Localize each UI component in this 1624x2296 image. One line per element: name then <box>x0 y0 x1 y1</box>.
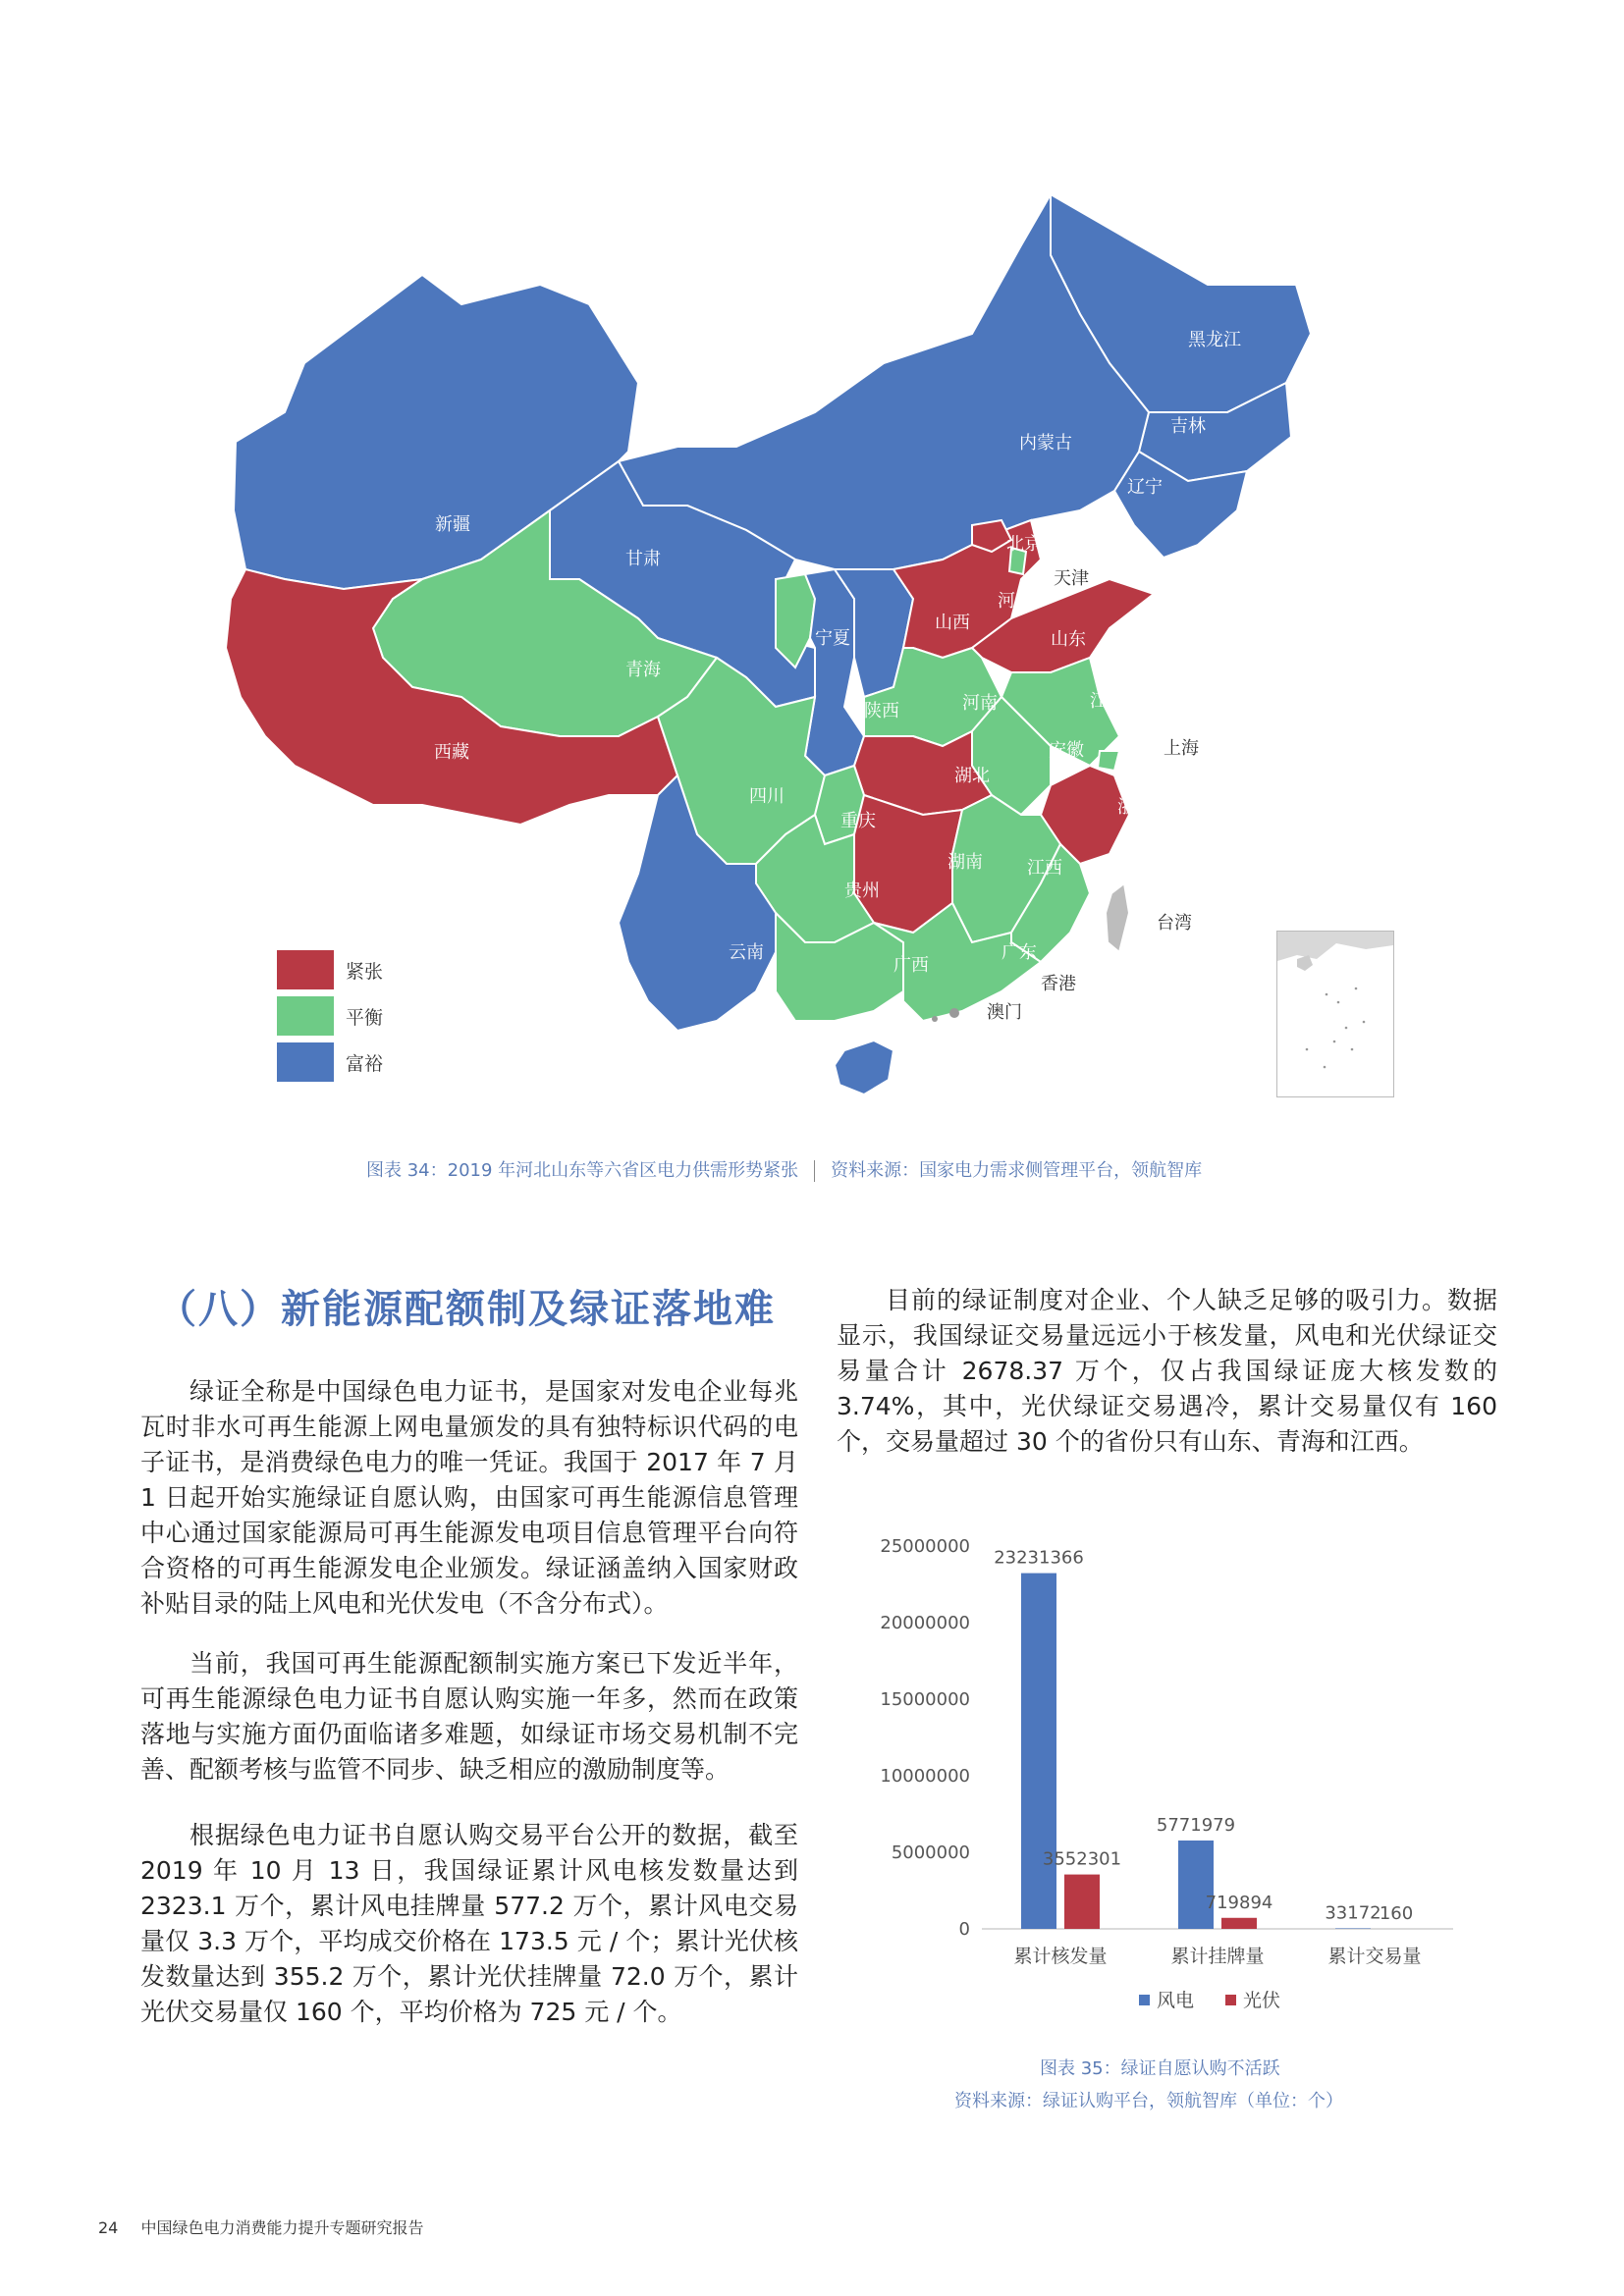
province-shanghai <box>1098 751 1119 771</box>
province-taiwan <box>1106 883 1129 952</box>
label-hunan: 湖南 <box>947 852 983 873</box>
label-xinjiang: 新疆 <box>435 514 470 535</box>
label-hubei: 湖北 <box>954 766 990 786</box>
label-liaoning: 辽宁 <box>1127 477 1163 498</box>
label-fujian: 福建 <box>1085 870 1120 890</box>
category-label: 累计核发量 <box>1013 1946 1108 1967</box>
label-sichuan: 四川 <box>749 786 785 807</box>
label-shandong: 山东 <box>1051 629 1086 650</box>
label-guangxi: 广西 <box>893 955 929 976</box>
y-tick-label: 5000000 <box>891 1842 970 1863</box>
label-gansu: 甘肃 <box>625 549 661 569</box>
label-guizhou: 贵州 <box>844 881 880 901</box>
page-footer <box>98 2216 423 2238</box>
paragraph-1: 绿证全称是中国绿色电力证书，是国家对发电企业每兆瓦时非水可再生能源上网电量颁发的具有独特标识代码的电子证书，是消费绿色电力的唯一凭证。我国于 2017 年 7 月 1 日起开始实施绿证自愿认购，由国家可再生能源信息管理中心通过国家能源局可再生能源发电项目信息管理平台向符合资格的可再生能源发电企业颁发。绿证涵盖纳入国家财政补贴目录的陆上风电和光伏发电（不含分布式）。 <box>140 1377 798 1618</box>
label-guangdong: 广东 <box>1001 942 1037 963</box>
bar-solar <box>1064 1875 1100 1929</box>
label-ningxia: 宁夏 <box>815 628 850 649</box>
label-shaanxi: 陕西 <box>864 701 899 721</box>
label-hongkong: 香港 <box>1041 974 1076 994</box>
data-label: 3552301 <box>1042 1848 1122 1870</box>
legend-item-surplus <box>277 1042 383 1082</box>
report-title: 中国绿色电力消费能力提升专题研究报告 <box>140 2218 424 2237</box>
legend-label: 平衡 <box>346 1006 384 1029</box>
label-henan: 河南 <box>962 693 998 714</box>
legend-swatch-blue <box>277 1042 334 1082</box>
label-jiangsu: 江苏 <box>1090 691 1125 712</box>
map-caption <box>366 1156 1202 1182</box>
macau-marker <box>932 1016 938 1022</box>
hongkong-marker <box>949 1008 959 1018</box>
label-jilin: 吉林 <box>1170 416 1206 437</box>
china-power-supply-map <box>226 187 1404 1129</box>
chart-y-axis <box>880 1536 1453 1940</box>
legend-swatch-red <box>277 950 334 989</box>
label-yunnan: 云南 <box>729 942 764 963</box>
y-tick-label: 15000000 <box>880 1689 970 1710</box>
label-shanghai: 上海 <box>1164 738 1199 759</box>
legend-swatch <box>1139 1995 1150 2005</box>
label-neimenggu: 内蒙古 <box>1019 433 1072 454</box>
province-hainan <box>835 1041 893 1095</box>
chart-bars <box>994 1548 1414 1929</box>
y-tick-label: 10000000 <box>880 1766 970 1787</box>
category-label: 累计交易量 <box>1327 1946 1422 1967</box>
label-hainan: 海南 <box>919 1058 954 1079</box>
y-tick-label: 0 <box>958 1919 970 1940</box>
legend-label: 风电 <box>1157 1990 1195 2011</box>
label-beijing: 北京 <box>1006 534 1042 555</box>
label-zhejiang: 浙江 <box>1117 797 1153 818</box>
label-qinghai: 青海 <box>625 660 661 680</box>
paragraph-right: 目前的绿证制度对企业、个人缺乏足够的吸引力。数据显示，我国绿证交易量远远小于核发量，风电和光伏绿证交易量合计 2678.37 万个，仅占我国绿证庞大核发数的 3.74%，其中，光伏绿证交易遇冷，累计交易量仅有 160 个，交易量超过 30 个的省份只有山东、青海和江西。 <box>837 1286 1497 1456</box>
legend-label: 富裕 <box>346 1052 384 1075</box>
data-label: 23231366 <box>994 1547 1084 1569</box>
map-caption-title: 图表 34：2019 年河北山东等六省区电力供需形势紧张 <box>366 1160 799 1181</box>
label-tianjin: 天津 <box>1054 568 1089 589</box>
label-xizang: 西藏 <box>434 742 469 763</box>
label-heilongjiang: 黑龙江 <box>1188 330 1241 350</box>
south-china-sea-inset <box>1276 931 1394 1097</box>
data-label: 160 <box>1379 1902 1414 1924</box>
page-number: 24 <box>98 2218 119 2237</box>
bar-wind <box>1335 1928 1371 1929</box>
label-jiangxi: 江西 <box>1027 858 1062 879</box>
map-legend <box>277 950 383 1089</box>
chart-categories <box>1013 1946 1421 1967</box>
label-hebei: 河北 <box>998 591 1033 612</box>
bar-wind <box>1178 1841 1214 1929</box>
paragraph-2: 当前，我国可再生能源配额制实施方案已下发近半年，可再生能源绿色电力证书自愿认购实施一年多，然而在政策落地与实施方面仍面临诸多难题，如绿证市场交易机制不完善、配额考核与监管不同步、缺乏相应的激励制度等。 <box>140 1649 798 1784</box>
map-caption-source: 资料来源：国家电力需求侧管理平台，领航智库 <box>831 1160 1203 1181</box>
chart-legend <box>1139 1990 1280 2011</box>
legend-swatch <box>1225 1995 1236 2005</box>
y-tick-label: 20000000 <box>880 1613 970 1633</box>
category-label: 累计挂牌量 <box>1170 1946 1265 1967</box>
inset-map <box>1277 932 1393 1096</box>
bar-solar <box>1221 1918 1257 1929</box>
legend-item-balanced <box>277 996 383 1036</box>
legend-swatch-green <box>277 996 334 1036</box>
label-macau: 澳门 <box>987 1002 1022 1023</box>
chart-caption: 图表 35：绿证自愿认购不活跃 <box>1040 2058 1280 2079</box>
section-heading: （八）新能源配额制及绿证落地难 <box>157 1287 776 1332</box>
data-label: 5771979 <box>1156 1814 1236 1836</box>
paragraph-3: 根据绿色电力证书自愿认购交易平台公开的数据，截至 2019 年 10 月 13 日，我国绿证累计风电核发数量达到 2323.1 万个，累计风电挂牌量 577.2 万个，累计风电交易量仅 3.3 万个，平均成交价格在 173.5 元 / 个；累计光伏核发数量达到 355.2 万个，累计光伏挂牌量 72.0 万个，累计光伏交易量仅 160 个，平均价格为 725 元 / 个。 <box>140 1821 798 2026</box>
legend-label: 光伏 <box>1243 1990 1281 2011</box>
chart-source: 资料来源：绿证认购平台，领航智库（单位：个） <box>954 2091 1343 2111</box>
green-certificate-bar-chart <box>854 1517 1483 2047</box>
label-chongqing: 重庆 <box>840 811 876 831</box>
data-label: 33172 <box>1325 1902 1381 1924</box>
label-anhui: 安徽 <box>1049 740 1084 761</box>
data-label: 719894 <box>1205 1892 1273 1913</box>
label-shanxi: 山西 <box>935 613 970 633</box>
legend-label: 紧张 <box>346 960 384 983</box>
y-tick-label: 25000000 <box>880 1536 970 1557</box>
label-taiwan: 台湾 <box>1157 913 1192 934</box>
caption-divider <box>814 1160 815 1182</box>
legend-item-tight <box>277 950 383 989</box>
bar-wind <box>1021 1574 1056 1929</box>
